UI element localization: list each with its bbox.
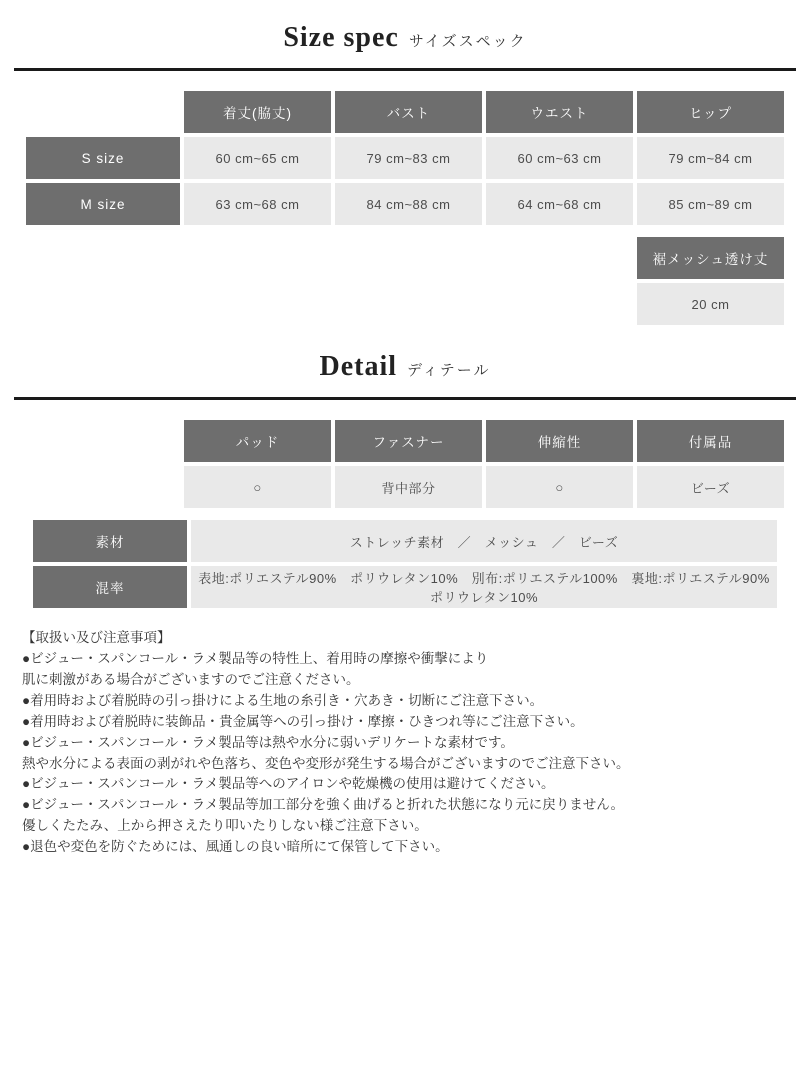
- extra-value-mesh-sheer-length: 20 cm: [637, 283, 784, 325]
- material-table: [29, 516, 784, 612]
- blend-value: 表地:ポリエステル90% ポリウレタン10% 別布:ポリエステル100% 裏地:ポリエステル90% ポリウレタン10%: [191, 566, 777, 608]
- table-row: [26, 283, 784, 325]
- extra-blank-5: [26, 283, 180, 325]
- size-m-waist: 64 cm~68 cm: [486, 183, 633, 225]
- table-row: [26, 466, 784, 508]
- care-note-line: 熱や水分による表面の剥がれや色落ち、変色や変形が発生する場合がございますのでご注意下さい。: [22, 755, 630, 771]
- extra-blank-7: [335, 283, 482, 325]
- corner-blank-cell: [26, 91, 180, 133]
- size-s-bust: 79 cm~83 cm: [335, 137, 482, 179]
- size-m-hip: 85 cm~89 cm: [637, 183, 784, 225]
- detail-title-jp: ディテール: [407, 363, 491, 379]
- table-row-header: [26, 91, 784, 133]
- size-s-hip: 79 cm~84 cm: [637, 137, 784, 179]
- detail-corner-blank: [26, 420, 180, 462]
- care-note-line: ●着用時および着脱時に装飾品・貴金属等への引っ掛け・摩擦・ひきつれ等にご注意下さい。: [22, 713, 584, 729]
- size-s-length: 60 cm~65 cm: [184, 137, 331, 179]
- size-row-label-m: M size: [26, 183, 180, 225]
- extra-blank-6: [184, 283, 331, 325]
- care-note-line: ●ビジュー・スパンコール・ラメ製品等は熱や水分に弱いデリケートな素材です。: [22, 734, 514, 750]
- detail-row-blank: [26, 466, 180, 508]
- size-spec-divider: [14, 68, 796, 71]
- detail-value-fastener: 背中部分: [335, 466, 482, 508]
- detail-header-fastener: ファスナー: [335, 420, 482, 462]
- table-row-header: [26, 420, 784, 462]
- table-row: [26, 137, 784, 179]
- extra-blank-3: [335, 237, 482, 279]
- size-m-length: 63 cm~68 cm: [184, 183, 331, 225]
- care-notes: [22, 628, 788, 858]
- detail-value-accessory: ビーズ: [637, 466, 784, 508]
- extra-header-mesh-sheer-length: 裾メッシュ透け丈: [637, 237, 784, 279]
- table-row: [26, 183, 784, 225]
- size-spec-title-jp: サイズスペック: [408, 34, 527, 50]
- size-header-bust: バスト: [335, 91, 482, 133]
- detail-header-pad: パッド: [184, 420, 331, 462]
- size-m-bust: 84 cm~88 cm: [335, 183, 482, 225]
- detail-header-accessory: 付属品: [637, 420, 784, 462]
- size-spec-title-en: Size spec: [283, 22, 399, 53]
- care-note-line: ●着用時および着脱時の引っ掛けによる生地の糸引き・穴あき・切断にご注意下さい。: [22, 692, 544, 708]
- care-notes-title: 【取扱い及び注意事項】: [22, 630, 171, 645]
- detail-table: [22, 416, 788, 512]
- size-extra-table: [22, 233, 788, 329]
- size-header-waist: ウエスト: [486, 91, 633, 133]
- size-row-label-s: S size: [26, 137, 180, 179]
- care-note-line: ●退色や変色を防ぐためには、風通しの良い暗所にて保管して下さい。: [22, 839, 449, 855]
- material-value: ストレッチ素材 ／ メッシュ ／ ビーズ: [191, 520, 777, 562]
- detail-divider: [14, 397, 796, 400]
- extra-blank-4: [486, 237, 633, 279]
- extra-blank-2: [184, 237, 331, 279]
- table-row: [33, 520, 777, 562]
- detail-heading: [0, 329, 810, 393]
- blend-label: 混率: [33, 566, 187, 608]
- detail-title-en: Detail: [319, 351, 397, 382]
- care-note-line: 優しくたたみ、上から押さえたり叩いたりしない様ご注意下さい。: [22, 818, 428, 834]
- care-note-line: ●ビジュー・スパンコール・ラメ製品等の特性上、着用時の摩擦や衝撃により: [22, 650, 489, 666]
- care-note-line: ●ビジュー・スパンコール・ラメ製品等へのアイロンや乾燥機の使用は避けてください。: [22, 776, 555, 792]
- care-note-line: ●ビジュー・スパンコール・ラメ製品等加工部分を強く曲げると折れた状態になり元に戻りません。: [22, 797, 625, 813]
- material-label: 素材: [33, 520, 187, 562]
- size-spec-heading: [0, 0, 810, 64]
- extra-blank-8: [486, 283, 633, 325]
- size-header-hip: ヒップ: [637, 91, 784, 133]
- size-header-length: 着丈(脇丈): [184, 91, 331, 133]
- detail-value-pad: ○: [184, 466, 331, 508]
- table-row: [33, 566, 777, 608]
- size-spec-table: [22, 87, 788, 229]
- care-note-line: 肌に刺激がある場合がございますのでご注意ください。: [22, 671, 360, 687]
- extra-blank-1: [26, 237, 180, 279]
- detail-value-stretch: ○: [486, 466, 633, 508]
- detail-header-stretch: 伸縮性: [486, 420, 633, 462]
- size-s-waist: 60 cm~63 cm: [486, 137, 633, 179]
- table-row: [26, 237, 784, 279]
